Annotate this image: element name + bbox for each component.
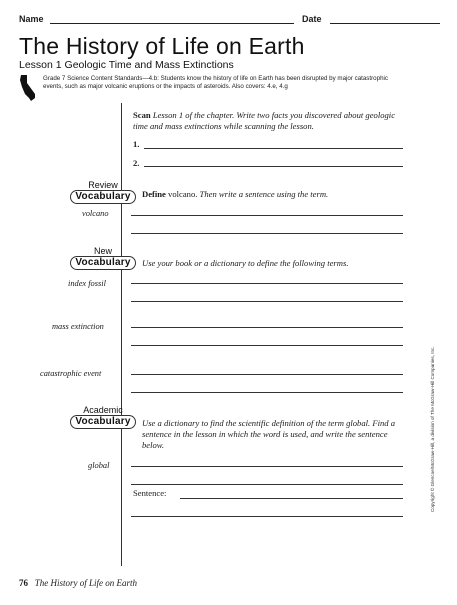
mass-extinction-line-2[interactable] [131,345,403,346]
term-volcano: volcano [82,209,109,218]
academic-text: Use a dictionary to find the scientific definition of the term global. Find a sentence in the lesson in which the word is used, and write the sentence below. [142,418,396,450]
fact-2-line[interactable] [144,166,403,167]
term-global: global [88,461,110,470]
review-instructions [142,189,412,200]
mass-extinction-line-1[interactable] [131,327,403,328]
name-field[interactable] [50,23,294,24]
catastrophic-event-line-1[interactable] [131,374,403,375]
new-vocab-text: Use your book or a dictionary to define the following terms. [142,258,349,268]
fact-1-line[interactable] [144,148,403,149]
academic-tag-top: Academic [83,405,123,415]
index-fossil-line-2[interactable] [131,301,403,302]
margin-line [121,103,122,566]
academic-tag-pill: Vocabulary [70,415,135,429]
review-bold-label: Define [142,189,166,199]
copyright-notice: Copyright © Glencoe/McGraw-Hill, a division of The McGraw-Hill Companies, Inc. [430,346,435,512]
new-tag-pill: Vocabulary [70,256,135,270]
standards-text: Grade 7 Science Content Standards—4.b: Students know the history of life on Earth has been disrupted by major catastrophic events, such as major volcanic eruptions or the impacts of asteroids. Also covers: 4.e, 4.g [43,75,388,90]
new-vocab-instructions [142,258,348,269]
california-state-icon [19,74,37,102]
review-vocabulary-tag [70,180,136,204]
global-line-1[interactable] [131,466,403,467]
lesson-subtitle: Lesson 1 Geologic Time and Mass Extinctions [19,59,234,71]
scan-instructions [133,110,411,132]
new-tag-top: New [93,246,112,256]
fact-number-2: 2. [133,158,140,168]
name-label: Name [19,14,44,24]
term-mass-extinction: mass extinction [52,322,104,331]
volcano-line-1[interactable] [131,215,403,216]
global-line-2[interactable] [131,484,403,485]
date-field[interactable] [330,23,440,24]
review-word: volcano. [168,189,198,199]
date-label: Date [302,14,322,24]
sentence-line-2[interactable] [131,516,403,517]
review-text: Then write a sentence using the term. [199,189,329,199]
new-vocabulary-tag [70,246,136,270]
scan-text: Lesson 1 of the chapter. Write two facts you discovered about geologic time and mass extinctions while scanning the lesson. [133,110,396,131]
page-title: The History of Life on Earth [19,33,305,59]
term-catastrophic-event: catastrophic event [40,369,102,378]
review-tag-pill: Vocabulary [70,190,135,204]
review-tag-top: Review [88,180,118,190]
catastrophic-event-line-2[interactable] [131,392,403,393]
fact-number-1: 1. [133,139,140,149]
scan-bold-label: Scan [133,110,151,120]
academic-vocabulary-tag [68,405,138,429]
academic-instructions [142,418,404,451]
sentence-line-1[interactable] [180,498,403,499]
sentence-label: Sentence: [133,488,167,498]
footer [19,578,137,588]
index-fossil-line-1[interactable] [131,283,403,284]
term-index-fossil: index fossil [68,279,106,288]
volcano-line-2[interactable] [131,233,403,234]
footer-title: The History of Life on Earth [34,578,138,588]
page-number: 76 [19,578,28,588]
